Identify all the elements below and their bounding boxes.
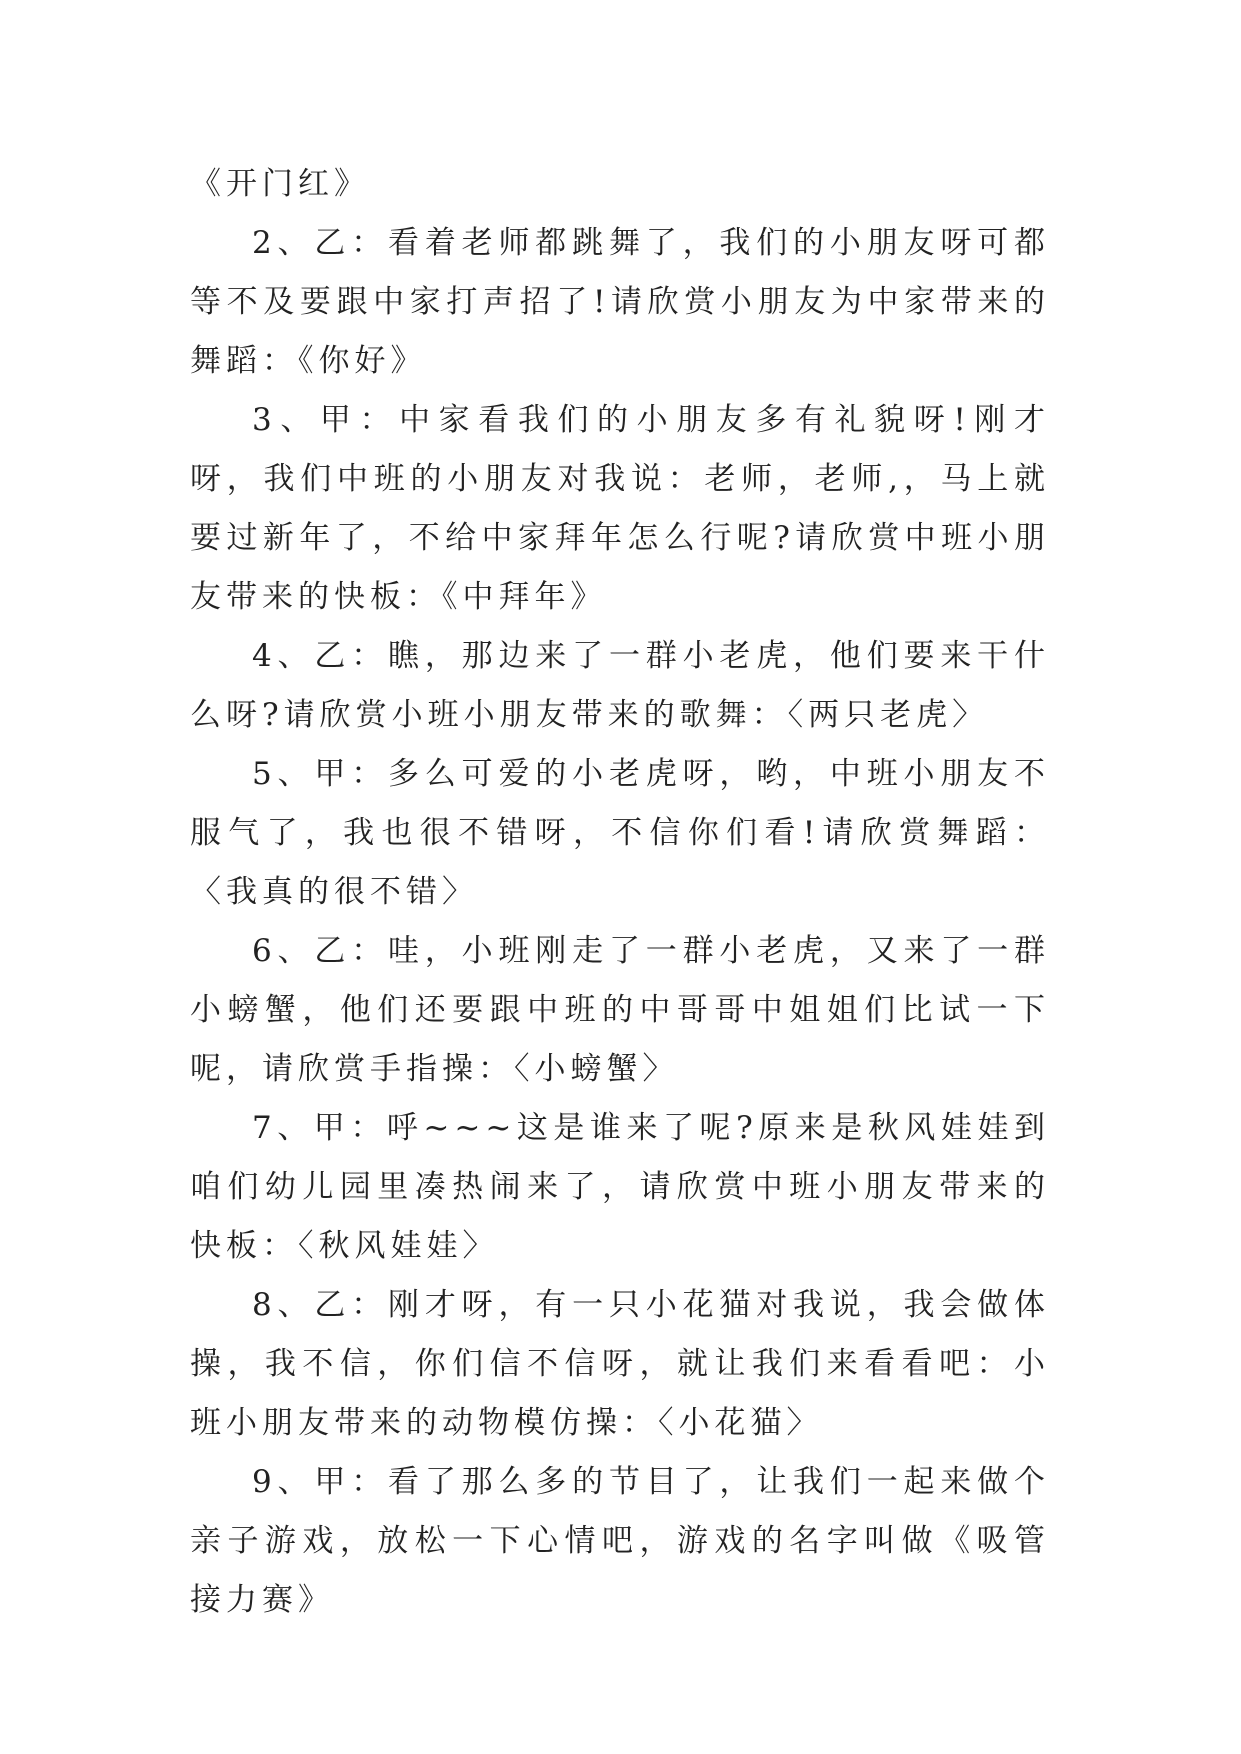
document-body — [190, 155, 1050, 1630]
paragraph-item-5: 5、甲：多么可爱的小老虎呀，哟，中班小朋友不服气了，我也很不错呀，不信你们看!请欣赏舞蹈：〈我真的很不错〉 — [190, 756, 1050, 910]
paragraph-continuation: 《开门红》 — [190, 166, 370, 202]
paragraph-item-7: 7、甲：呼~~~这是谁来了呢?原来是秋风娃娃到咱们幼儿园里凑热闹来了，请欣赏中班小朋友带来的快板：〈秋风娃娃〉 — [190, 1110, 1050, 1264]
paragraph-item-8: 8、乙：刚才呀，有一只小花猫对我说，我会做体操，我不信，你们信不信呀，就让我们来看看吧：小班小朋友带来的动物模仿操：〈小花猫〉 — [190, 1287, 1050, 1441]
paragraph-item-2: 2、乙：看着老师都跳舞了，我们的小朋友呀可都等不及要跟中家打声招了!请欣赏小朋友为中家带来的舞蹈：《你好》 — [190, 225, 1050, 379]
paragraph-item-3: 3、甲：中家看我们的小朋友多有礼貌呀!刚才呀，我们中班的小朋友对我说：老师，老师,，马上就要过新年了，不给中家拜年怎么行呢?请欣赏中班小朋友带来的快板：《中拜年》 — [190, 402, 1050, 615]
paragraph-item-4: 4、乙：瞧，那边来了一群小老虎，他们要来干什么呀?请欣赏小班小朋友带来的歌舞：〈两只老虎〉 — [190, 638, 1050, 733]
paragraph-item-6: 6、乙：哇，小班刚走了一群小老虎，又来了一群小螃蟹，他们还要跟中班的中哥哥中姐姐们比试一下呢，请欣赏手指操：〈小螃蟹〉 — [190, 933, 1050, 1087]
paragraph-item-9: 9、甲：看了那么多的节目了，让我们一起来做个亲子游戏，放松一下心情吧，游戏的名字叫做《吸管接力赛》 — [190, 1464, 1050, 1618]
